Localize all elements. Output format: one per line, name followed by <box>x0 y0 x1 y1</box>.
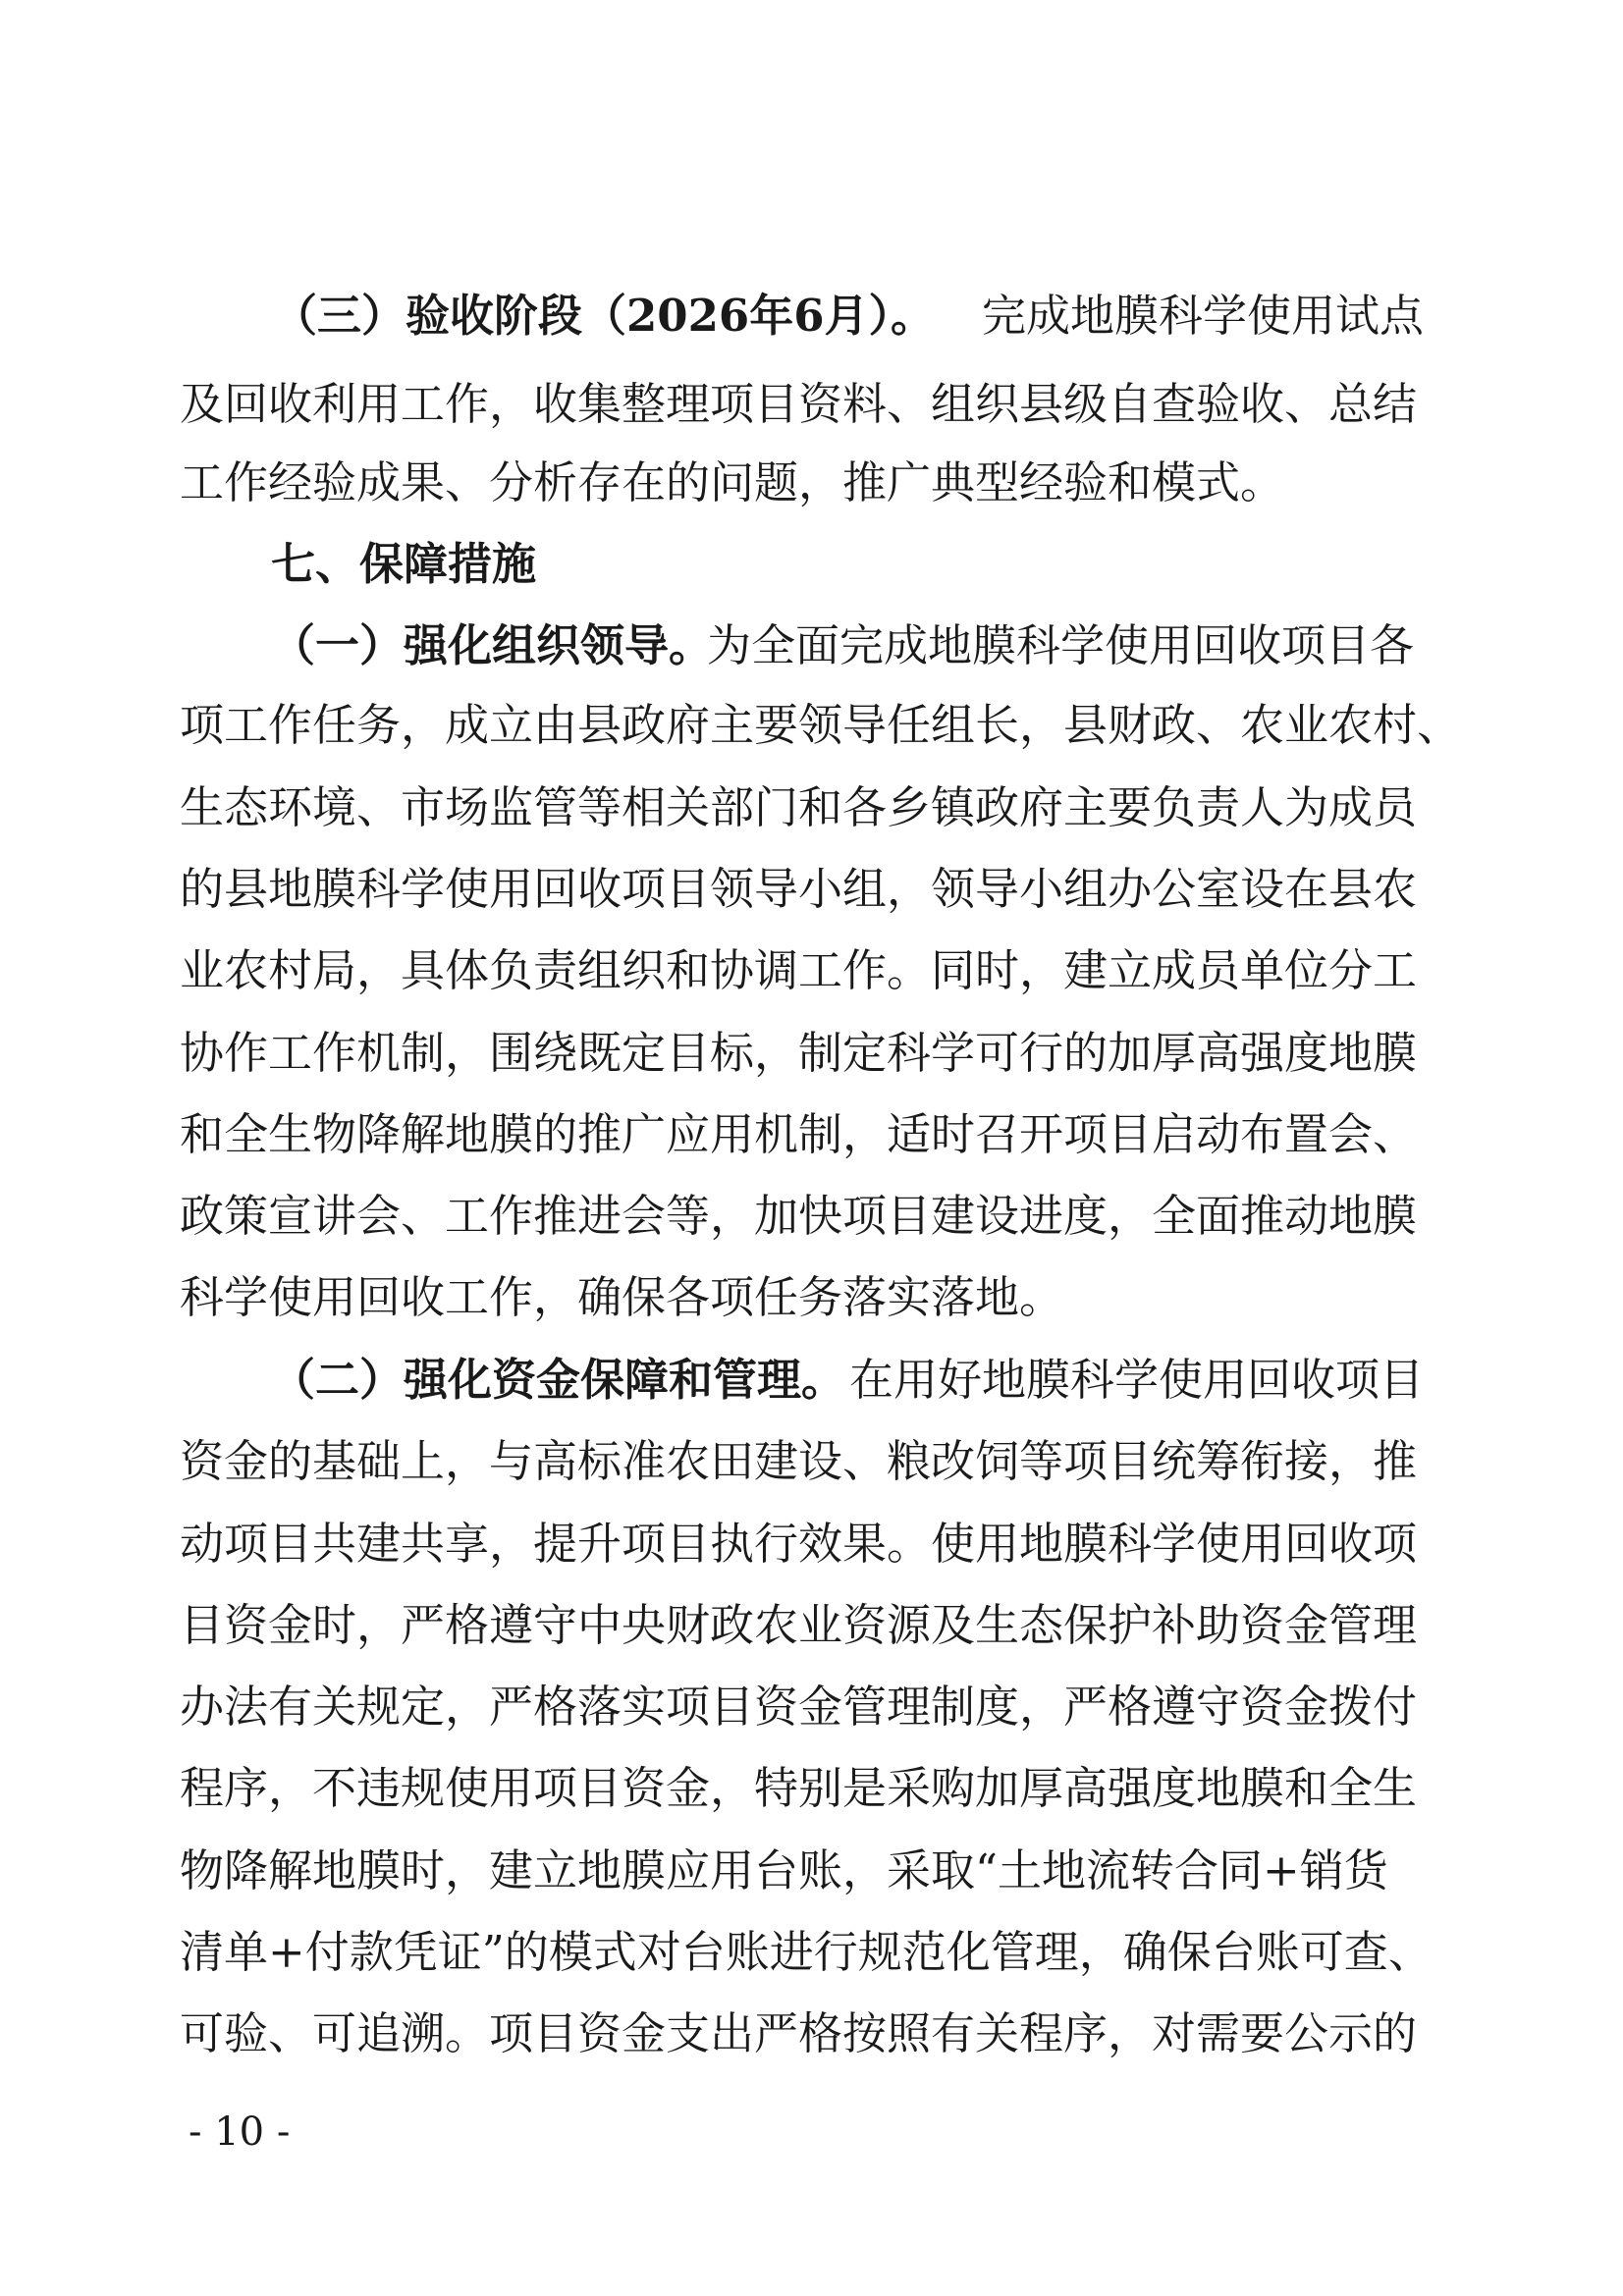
measure-2-line-4 <box>0 1581 1623 1670</box>
measure-1-line-8 <box>0 1172 1623 1260</box>
measure-1-line-7 <box>0 1091 1623 1179</box>
measure-2-text: 在用好地膜科学使用回收项目 <box>849 1354 1425 1406</box>
page-number: - 10 - <box>189 2109 291 2155</box>
paragraph-line: 办法有关规定，严格落实项目资金管理制度，严格遵守资金拨付 <box>180 1681 1418 1733</box>
paragraph-line: 生态环境、市场监管等相关部门和各乡镇政府主要负责人为成员 <box>180 781 1418 833</box>
measure-2-line-2 <box>0 1417 1623 1506</box>
measure-1-line-2 <box>0 681 1623 770</box>
measure-2-line-5 <box>0 1663 1623 1751</box>
paragraph-line: 可验、可追溯。项目资金支出严格按照有关程序，对需要公示的 <box>180 2007 1418 2059</box>
chapter-title: 七、保障措施 <box>271 538 537 590</box>
paragraph-line: 动项目共建共享，提升项目执行效果。使用地膜科学使用回收项 <box>180 1518 1418 1570</box>
measure-2-line-6 <box>0 1744 1623 1833</box>
measure-2-heading: （二）强化资金保障和管理。 <box>271 1354 846 1406</box>
paragraph-line: 清单+付款凭证”的模式对台账进行规范化管理，确保台账可查、 <box>180 1926 1433 1978</box>
measure-2-line-3 <box>0 1500 1623 1588</box>
section-3-line-1 <box>0 272 1623 360</box>
paragraph-line: 项工作任务，成立由县政府主要领导任组长，县财政、农业农村、 <box>180 699 1462 751</box>
section-3-text: 完成地膜科学使用试点 <box>982 290 1425 342</box>
paragraph-line: 资金的基础上，与高标准农田建设、粮改饲等项目统筹衔接，推 <box>180 1435 1418 1487</box>
measure-2-line-1 <box>0 1336 1623 1424</box>
measure-1-line-4 <box>0 845 1623 934</box>
measure-1-text: 为全面完成地膜科学使用回收项目各 <box>707 619 1415 671</box>
measure-2-line-8 <box>0 1908 1623 1997</box>
section-3-line-2 <box>0 360 1623 449</box>
measure-1-line-3 <box>0 764 1623 852</box>
paragraph-line: 业农村局，具体负责组织和协调工作。同时，建立成员单位分工 <box>180 944 1418 996</box>
measure-1-line-1 <box>0 602 1623 690</box>
paragraph-line: 和全生物降解地膜的推广应用机制，适时召开项目启动布置会、 <box>180 1108 1418 1160</box>
measure-2-line-9 <box>0 1990 1623 2078</box>
section-3-heading: （三）验收阶段（2026年6月）。 <box>273 290 936 342</box>
chapter-7-title-line <box>0 520 1623 609</box>
paragraph-line: 协作工作机制，围绕既定目标，制定科学可行的加厚高强度地膜 <box>180 1027 1418 1079</box>
paragraph-line: 政策宣讲会、工作推进会等，加快项目建设进度，全面推动地膜 <box>180 1190 1418 1242</box>
measure-1-heading: （一）强化组织领导。 <box>271 619 714 671</box>
paragraph-line: 的县地膜科学使用回收项目领导小组，领导小组办公室设在县农 <box>180 863 1418 915</box>
paragraph-line: 目资金时，严格遵守中央财政农业资源及生态保护补助资金管理 <box>180 1599 1418 1651</box>
measure-1-line-5 <box>0 927 1623 1015</box>
paragraph-line: 及回收利用工作，收集整理项目资料、组织县级自查验收、总结 <box>180 378 1418 430</box>
paragraph-line: 科学使用回收工作，确保各项任务落实落地。 <box>180 1271 1064 1323</box>
paragraph-line: 物降解地膜时，建立地膜应用台账，采取“土地流转合同+销货 <box>180 1844 1388 1896</box>
measure-1-line-6 <box>0 1009 1623 1097</box>
measure-2-line-7 <box>0 1827 1623 1915</box>
measure-1-line-9 <box>0 1254 1623 1342</box>
section-3-line-3 <box>0 439 1623 527</box>
paragraph-line: 程序，不违规使用项目资金，特别是采购加厚高强度地膜和全生 <box>180 1762 1418 1814</box>
paragraph-line: 工作经验成果、分析存在的问题，推广典型经验和模式。 <box>180 456 1285 508</box>
